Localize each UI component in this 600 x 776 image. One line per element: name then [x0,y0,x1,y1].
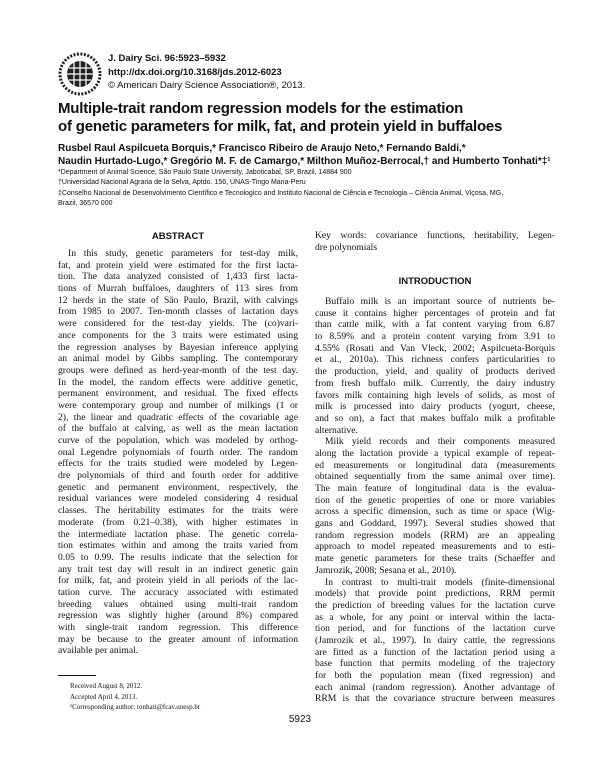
text-line: Key words: covariance functions, heritability, Legen- [315,230,555,241]
corresponding-author: ¹Corresponding author: tonhati@fcav.unesp.br [70,703,201,711]
text-line: across a specific dimension, such as time or space (Wig- [315,506,555,518]
text-line: onal Legendre polynomials of fourth order. The random [58,446,298,458]
page-number: 5923 [288,714,312,725]
text-line: 2), the linear and quadratic effects of the covariable age [58,411,298,423]
text-line: for both the population mean (fixed regression) and [315,670,555,681]
introduction-body [315,296,555,705]
journal-logo [58,52,102,96]
text-line: may be because to the greater amount of information [58,633,298,645]
text-line: 0.05 to 0.99. The results indicate that the selection for [58,551,298,563]
text-line: favors milk containing high levels of solids, as most of [315,389,555,401]
text-line: RRM is that the covariance structure between measures [315,693,555,705]
text-line: residual variances were modeled considering 4 residual [58,493,298,505]
text-line: ance components for the 3 traits were estimated using [58,329,298,341]
text-line: classes. The heritability estimates for the traits were [58,505,298,517]
keywords [315,230,555,253]
doi-link[interactable]: http://dx.doi.org/10.3168/jds.2012-6023 [108,66,282,78]
text-line: groups were defined as herd-year-month of the test day. [58,364,298,376]
text-line: for milk, fat, and protein yield in all periods of the lac- [58,575,298,587]
text-line: moderate (from 0.21–0.38), with higher estimates in [58,516,298,528]
abstract-heading: ABSTRACT [151,231,205,242]
text-line: Milk yield records and their components measured [325,436,555,448]
text-line: to 8.59% and a protein content varying from 3.91 to [315,331,555,343]
footnotes [70,681,200,713]
text-line: tions of Murrah buffaloes, daughters of 113 sires from [58,283,298,295]
text-line: ed measurements or longitudinal data (measurements [315,459,555,471]
text-line: tion estimates within and among the traits varied from [58,540,298,552]
author-list [58,142,551,168]
text-line: available per animal. [58,645,139,657]
text-line: In contrast to multi-trait models (finite-dimensional [325,576,555,588]
text-line: of the buffalo at calving, as well as the mean lactation [58,423,298,435]
author-line: Rusbel Raul Aspilcueta Borquis,* Francisco Ribeiro de Araujo Neto,* Fernando Baldi,* [58,143,466,154]
text-line: breeding values obtained using multi-trait random [58,598,298,610]
affiliation: Brazil, 36570 000 [58,200,113,208]
received-date: Received August 8, 2012. [70,682,143,690]
accepted-date: Accepted April 4, 2013. [70,692,138,701]
text-line: with single-trait random regression. This difference [58,622,298,633]
author-line: Naudin Hurtado-Lugo,* Gregório M. F. de Camargo,* Milthon Muñoz-Berrocal,† and Humberto Tonhati*‡¹ [58,156,551,167]
text-line: the regression analyses by Bayesian inference applying [58,341,298,353]
text-line: cause it contains higher percentages of protein and fat [315,307,555,319]
text-line: the production, yield, and quality of products derived [315,366,555,378]
journal-citation: J. Dairy Sci. 96:5923–5932 [108,53,226,64]
text-line: dre polynomials of third and fourth order for additive [58,470,298,482]
text-line: mate genetic parameters for these traits (Schaeffer and [315,553,555,565]
text-line: random regression models (RRM) are an appealing [315,529,555,541]
text-line: were considered for the test-day yields. The (co)vari- [58,318,298,330]
text-line: regression was slightly higher (around 8%) compared [58,610,298,622]
text-line: In this study, genetic parameters for test-day milk, [68,248,298,259]
text-line: (Jamrozik et al., 1997). In dairy cattle, the regressions [315,634,555,646]
text-line: were contemporary group and number of milkings (1 or [58,399,298,411]
text-line: In the model, the random effects were additive genetic, [58,376,298,388]
text-line: tion. The data analyzed consisted of 1,433 first lacta- [58,271,298,283]
affiliations [58,168,558,210]
affiliation: *Department of Animal Science, São Paulo State University, Jaboticabal, SP, Brazil, 14884 900 [58,169,352,176]
text-line: than cattle milk, with a fat content varying from 6.87 [315,319,555,331]
text-line: et al., 2010a). This richness confers particularities to [315,354,555,366]
text-line: The main feature of longitudinal data is the evalua- [315,483,555,494]
text-line: an animal model by Gibbs sampling. The contemporary [58,353,298,365]
text-line: obtained sequentially from the same animal over time). [315,471,555,483]
text-line: tion period, and for functions of the lactation curve [315,623,555,635]
text-line: alternative. [315,424,358,436]
text-line: are fitted as a function of the lactation period using a [315,646,555,658]
abstract-body [58,248,298,657]
journal-header [108,52,305,93]
text-line: effects for the traits studied were modeled by Legen- [58,458,298,470]
title-line: Multiple-trait random regression models for the estimation [58,100,464,117]
text-line: base function that permits modeling of the trajectory [315,658,555,670]
text-line: tation curve. The accuracy associated with estimated [58,586,298,598]
text-line: models) that provide point predictions, RRM permit [315,588,555,600]
text-line: tion of the genetic properties of one or more variables [315,494,555,506]
introduction-heading: INTRODUCTION [398,276,472,287]
text-line: Jamrozik, 2008; Sesana et al., 2010). [315,564,457,576]
footnote-divider [58,675,96,676]
text-line: milk is processed into dairy products (yogurt, cheese, [315,401,555,413]
text-line: and so on), a fact that makes buffalo milk a profitable [315,412,555,424]
affiliation: †Universidad Nacional Agraria de la Selva, Aptdo. 156, UNAS-Tingo Maria-Peru [58,179,306,187]
text-line: from fresh buffalo milk. Currently, the dairy industry [315,377,555,389]
text-line: any trait test day will result in an indirect genetic gain [58,563,298,575]
text-line: fat, and protein yield were estimated for the first lacta- [58,259,298,271]
text-line: curve of the population, which was modeled by orthog- [58,435,298,446]
article-title [58,100,502,136]
text-line: each animal (random regression). Another advantage of [315,681,555,693]
text-line: the intermediate lactation phase. The genetic correla- [58,528,298,540]
text-line: approach to model repeated measurements and to esti- [315,541,555,553]
title-line: of genetic parameters for milk, fat, and protein yield in buffaloes [58,118,503,135]
text-line: genetic and permanent environment, respectively, the [58,481,298,493]
text-line: 4.55% (Rosati and Van Vleck, 2002; Aspilcueta-Borquis [315,342,555,354]
text-line: gans and Goddard, 1997). Several studies showed that [315,518,555,530]
text-line: Buffalo milk is an important source of nutrients be- [325,296,555,307]
text-line: from 1985 to 2007. Ten-month classes of lactation days [58,306,298,318]
copyright: © American Dairy Science Association®, 2013. [108,80,306,91]
text-line: 12 herds in the state of São Paulo, Brazil, with calvings [58,294,298,306]
text-line: as a whole, for any point or interval within the lacta- [315,611,555,623]
text-line: along the lactation provide a typical example of repeat- [315,447,555,459]
text-line: dre polynomials [315,241,378,253]
affiliation: ‡Conselho Nacional de Desenvolvimento Científico e Tecnologico and Instituto Nacional de Ciência e Tecnologia – Ciência Animal, Viçosa, MG, [58,189,504,197]
text-line: permanent environment, and residual. The fixed effects [58,388,298,400]
text-line: the prediction of breeding values for the lactation curve [315,599,555,611]
